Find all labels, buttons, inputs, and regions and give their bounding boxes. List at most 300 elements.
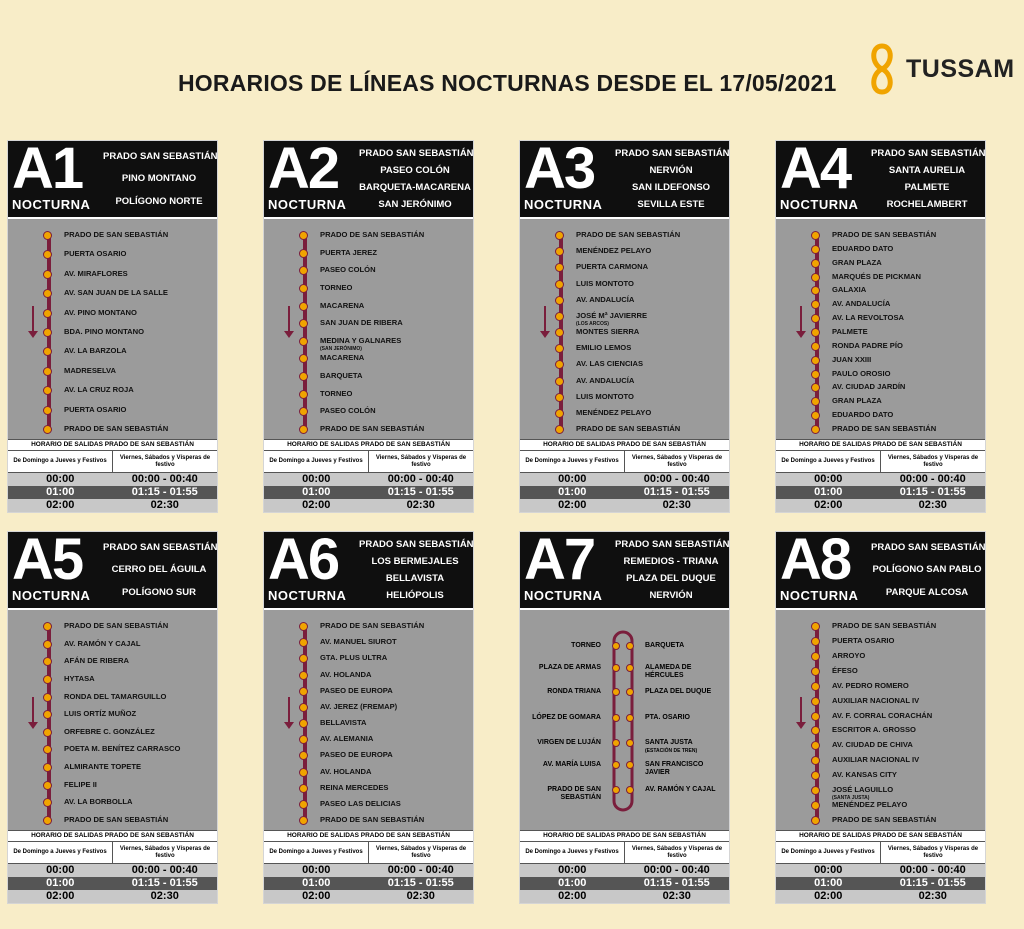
destination: PRADO SAN SEBASTIÁN bbox=[871, 541, 986, 553]
direction-arrow-icon bbox=[544, 306, 546, 332]
destinations bbox=[615, 141, 730, 217]
schedule-time-weekday: 00:00 bbox=[558, 864, 587, 876]
destination: PRADO SAN SEBASTIÁN bbox=[359, 539, 474, 550]
schedule-time-weekday: 00:00 bbox=[302, 864, 331, 876]
stop-marker bbox=[299, 302, 308, 311]
schedule-columns bbox=[520, 842, 729, 864]
stop-marker bbox=[555, 393, 564, 402]
route-diagram bbox=[264, 217, 473, 439]
schedule-row bbox=[520, 473, 729, 486]
stop-marker bbox=[811, 259, 820, 268]
stop-name: AV. ANDALUCÍA bbox=[576, 375, 635, 385]
route-diagram bbox=[8, 608, 217, 830]
stop-marker bbox=[555, 280, 564, 289]
stop-marker bbox=[299, 284, 308, 293]
schedule-time-weekday: 01:00 bbox=[558, 877, 587, 889]
schedule-row bbox=[776, 486, 985, 499]
schedule-columns bbox=[776, 842, 985, 864]
stop-name: AV. F. CORRAL CORACHÁN bbox=[832, 710, 933, 720]
stop-name: PRADO DE SAN SEBASTIÁN bbox=[64, 424, 169, 433]
stop-name: MENÉNDEZ PELAYO bbox=[576, 246, 652, 256]
stop-marker bbox=[299, 816, 308, 825]
schedule-header: HORARIO DE SALIDAS PRADO DE SAN SEBASTIÁN bbox=[264, 830, 473, 842]
schedule-row bbox=[264, 877, 473, 890]
stop-marker bbox=[299, 249, 308, 258]
schedule-time-weekday: 01:00 bbox=[302, 486, 331, 498]
stop-name: AV. PEDRO ROMERO bbox=[832, 680, 909, 690]
line-code: A6 bbox=[268, 527, 339, 592]
line-header bbox=[776, 527, 986, 608]
stop-name: AV. SAN JUAN DE LA SALLE bbox=[64, 288, 168, 298]
stop-marker bbox=[299, 390, 308, 399]
stop-marker bbox=[299, 671, 308, 680]
destination: PRADO SAN SEBASTIÁN bbox=[103, 150, 218, 162]
stop-name: AV. LA BARZOLA bbox=[64, 346, 127, 356]
schedule-row bbox=[264, 499, 473, 512]
destination: POLÍGONO NORTE bbox=[115, 196, 203, 208]
stop-name: PASEO COLÓN bbox=[320, 265, 376, 275]
schedule-time-weekend: 00:00 - 00:40 bbox=[899, 473, 966, 485]
direction-arrow-icon bbox=[32, 306, 34, 332]
destination: PRADO SAN SEBASTIÁN bbox=[615, 148, 730, 159]
route-diagram bbox=[264, 608, 473, 830]
schedule-row bbox=[520, 864, 729, 877]
direction-arrow-icon bbox=[288, 697, 290, 723]
stop-name: JUAN XXIII bbox=[832, 354, 872, 364]
stop-marker bbox=[811, 712, 820, 721]
schedule-time-weekend: 02:30 bbox=[662, 890, 691, 902]
stop-marker bbox=[811, 622, 820, 631]
stop-name: JOSÉ Mª JAVIERRE (LOS ARCOS) bbox=[576, 310, 648, 327]
line-card-a7 bbox=[519, 527, 730, 904]
stop-name: PRADO DE SAN SEBASTIÁN bbox=[832, 424, 937, 433]
line-header bbox=[8, 527, 218, 608]
schedule-time-weekday: 02:00 bbox=[46, 890, 75, 902]
destination: PLAZA DEL DUQUE bbox=[626, 573, 716, 584]
stop-name: ESCRITOR A. GROSSO bbox=[832, 725, 916, 735]
route-diagram bbox=[776, 217, 985, 439]
line-header bbox=[8, 136, 218, 217]
stop-name-right: PLAZA DEL DUQUE bbox=[645, 688, 712, 695]
stop-marker bbox=[811, 816, 820, 825]
schedule-row bbox=[520, 890, 729, 903]
stop-name-right: BARQUETA bbox=[645, 642, 685, 649]
stop-name: AV. CIUDAD DE CHIVA bbox=[832, 740, 913, 750]
line-type: NOCTURNA bbox=[780, 197, 859, 212]
stop-marker bbox=[43, 328, 52, 337]
schedule-time-weekend: 02:30 bbox=[918, 890, 947, 902]
stop-name: TORNEO bbox=[320, 282, 353, 292]
stop-name: GTA. PLUS ULTRA bbox=[320, 653, 388, 663]
line-code: A2 bbox=[268, 136, 339, 201]
schedule-time-weekday: 02:00 bbox=[558, 499, 587, 511]
stop-name: PUERTA OSARIO bbox=[832, 635, 895, 645]
stop-name: AV. ANDALUCÍA bbox=[576, 294, 635, 304]
stop-marker bbox=[555, 328, 564, 337]
stop-marker bbox=[613, 715, 620, 722]
schedule-columns bbox=[8, 842, 217, 864]
schedule-row bbox=[264, 473, 473, 486]
schedule-time-weekend: 01:15 - 01:55 bbox=[643, 486, 710, 498]
stop-marker bbox=[811, 667, 820, 676]
route-line bbox=[47, 626, 51, 820]
stop-marker bbox=[555, 377, 564, 386]
stop-name: AV. LAS CIENCIAS bbox=[576, 359, 644, 369]
stop-marker bbox=[299, 719, 308, 728]
tussam-logo-icon bbox=[866, 42, 898, 96]
stop-name: PRADO DE SAN SEBASTIÁN bbox=[320, 621, 425, 630]
line-header bbox=[264, 527, 474, 608]
stop-name: AUXILIAR NACIONAL IV bbox=[832, 695, 920, 705]
schedule-header: HORARIO DE SALIDAS PRADO DE SAN SEBASTIÁN bbox=[8, 830, 217, 842]
stop-name-left: RONDA TRIANA bbox=[547, 688, 601, 695]
destinations bbox=[103, 141, 218, 217]
destination: BELLAVISTA bbox=[385, 573, 445, 584]
schedule-col-weekend: Viernes, Sábados y Vísperas de festivo bbox=[880, 842, 985, 863]
page-title: HORARIOS DE LÍNEAS NOCTURNAS DESDE EL 17/05/2021 bbox=[178, 70, 837, 96]
schedule-time-weekend: 02:30 bbox=[918, 499, 947, 511]
stop-marker bbox=[43, 231, 52, 240]
schedule-time-weekend: 01:15 - 01:55 bbox=[387, 486, 454, 498]
schedule-time-weekend: 01:15 - 01:55 bbox=[899, 486, 966, 498]
stop-name-left: AV. MARÍA LUISA bbox=[542, 761, 601, 768]
stop-name: AV. MANUEL SIUROT bbox=[320, 637, 397, 647]
schedule-col-weekday: De Domingo a Jueves y Festivos bbox=[781, 458, 875, 464]
stop-note: (LOS ARCOS) bbox=[576, 320, 609, 327]
schedule-time-weekend: 00:00 - 00:40 bbox=[643, 864, 710, 876]
destination: SAN ILDEFONSO bbox=[631, 182, 711, 193]
destination: PRADO SAN SEBASTIÁN bbox=[359, 148, 474, 159]
stop-marker bbox=[43, 640, 52, 649]
stop-marker bbox=[613, 665, 620, 672]
stop-name: MENÉNDEZ PELAYO bbox=[832, 800, 908, 810]
stop-marker bbox=[43, 309, 52, 318]
stop-name: GRAN PLAZA bbox=[832, 396, 882, 406]
schedule-time-weekday: 02:00 bbox=[814, 499, 843, 511]
line-type: NOCTURNA bbox=[780, 588, 859, 603]
schedule-time-weekend: 00:00 - 00:40 bbox=[387, 473, 454, 485]
schedule-time-weekend: 00:00 - 00:40 bbox=[387, 864, 454, 876]
line-card-a1 bbox=[7, 136, 218, 513]
line-card-a8 bbox=[775, 527, 986, 904]
stop-marker bbox=[43, 675, 52, 684]
stop-marker bbox=[811, 273, 820, 282]
destination: PRADO SAN SEBASTIÁN bbox=[615, 539, 730, 550]
schedule-time-weekday: 02:00 bbox=[302, 890, 331, 902]
schedule-col-weekday: De Domingo a Jueves y Festivos bbox=[781, 849, 875, 855]
stop-name: SAN JUAN DE RIBERA bbox=[320, 318, 403, 328]
stop-name: EDUARDO DATO bbox=[832, 243, 894, 253]
stop-note: (ESTACIÓN DE TREN) bbox=[645, 748, 698, 754]
schedule-time-weekday: 01:00 bbox=[46, 877, 75, 889]
stop-name: AV. LA REVOLTOSA bbox=[832, 313, 905, 323]
schedule-time-weekend: 00:00 - 00:40 bbox=[899, 864, 966, 876]
stop-marker bbox=[627, 762, 634, 769]
stop-name-left: PRADO DE SAN SEBASTIÁN bbox=[547, 786, 601, 801]
schedule-time-weekend: 01:15 - 01:55 bbox=[899, 877, 966, 889]
schedule-time-weekend: 00:00 - 00:40 bbox=[643, 473, 710, 485]
stop-name: AV. HOLANDA bbox=[320, 766, 372, 776]
stop-marker bbox=[811, 801, 820, 810]
schedule-time-weekend: 01:15 - 01:55 bbox=[643, 877, 710, 889]
schedule-time-weekend: 02:30 bbox=[406, 890, 435, 902]
line-type: NOCTURNA bbox=[268, 588, 347, 603]
stop-marker bbox=[299, 372, 308, 381]
direction-arrow-icon bbox=[32, 697, 34, 723]
line-card-a3 bbox=[519, 136, 730, 513]
tussam-logo bbox=[866, 42, 1015, 96]
schedule-row bbox=[264, 486, 473, 499]
schedule-time-weekend: 02:30 bbox=[150, 890, 179, 902]
schedule-columns bbox=[264, 842, 473, 864]
stop-marker bbox=[811, 245, 820, 254]
line-code: A1 bbox=[12, 136, 83, 201]
stop-name: PASEO LAS DELICIAS bbox=[320, 798, 401, 808]
line-card-a5 bbox=[7, 527, 218, 904]
destinations bbox=[359, 141, 474, 217]
brand-name: TUSSAM bbox=[906, 54, 1015, 83]
stop-marker bbox=[811, 682, 820, 691]
schedule-columns bbox=[264, 451, 473, 473]
destination: SAN JERÓNIMO bbox=[378, 199, 452, 210]
stop-marker bbox=[627, 665, 634, 672]
stop-note: (SAN JERÓNIMO) bbox=[320, 345, 362, 352]
stop-name: MACARENA bbox=[320, 300, 365, 310]
stop-name: HYTASA bbox=[64, 673, 95, 683]
stop-name: AV. LA BORBOLLA bbox=[64, 797, 133, 807]
stop-name: MADRESELVA bbox=[64, 365, 117, 375]
destination: PINO MONTANO bbox=[121, 173, 197, 185]
stop-marker bbox=[43, 622, 52, 631]
stop-marker bbox=[299, 768, 308, 777]
line-card-a6 bbox=[263, 527, 474, 904]
stop-name: PUERTA JEREZ bbox=[320, 247, 377, 257]
schedule-row bbox=[264, 890, 473, 903]
stop-marker bbox=[299, 687, 308, 696]
schedule-time-weekend: 02:30 bbox=[150, 499, 179, 511]
schedule-col-weekend: Viernes, Sábados y Vísperas de festivo bbox=[112, 451, 217, 472]
schedule-row bbox=[520, 877, 729, 890]
schedule-col-weekday: De Domingo a Jueves y Festivos bbox=[525, 458, 619, 464]
destination: SANTA AURELIA bbox=[888, 165, 966, 176]
stop-marker bbox=[613, 740, 620, 747]
route-diagram bbox=[8, 217, 217, 439]
stop-name: AV. CIUDAD JARDÍN bbox=[832, 382, 906, 392]
route-diagram bbox=[776, 608, 985, 830]
stop-name: AV. RAMÓN Y CAJAL bbox=[64, 638, 141, 648]
stop-marker bbox=[43, 693, 52, 702]
schedule-row bbox=[776, 877, 985, 890]
schedule-row bbox=[264, 864, 473, 877]
stop-name: FELIPE II bbox=[64, 779, 97, 789]
schedule-time-weekday: 01:00 bbox=[814, 877, 843, 889]
stop-marker bbox=[43, 816, 52, 825]
stop-name: AV. ALEMANIA bbox=[320, 734, 374, 744]
schedule-col-weekend: Viernes, Sábados y Vísperas de festivo bbox=[624, 451, 729, 472]
stop-marker bbox=[811, 356, 820, 365]
destination: PRADO SAN SEBASTIÁN bbox=[103, 541, 218, 553]
schedule-columns bbox=[8, 451, 217, 473]
stop-name-right: SANTA JUSTA (ESTACIÓN DE TREN) bbox=[645, 739, 725, 755]
destination: POLÍGONO SUR bbox=[122, 587, 196, 599]
stop-name: LUIS MONTOTO bbox=[576, 278, 634, 288]
stop-marker bbox=[299, 425, 308, 434]
stop-name: PAULO OROSIO bbox=[832, 368, 891, 378]
stop-name: RONDA PADRE PÍO bbox=[832, 340, 903, 350]
stop-name: PRADO DE SAN SEBASTIÁN bbox=[64, 815, 169, 824]
stop-marker bbox=[811, 370, 820, 379]
destination: PALMETE bbox=[904, 182, 950, 193]
destinations bbox=[359, 532, 474, 608]
stop-name-right: PTA. OSARIO bbox=[645, 714, 690, 721]
stop-name: AV. HOLANDA bbox=[320, 669, 372, 679]
stop-marker bbox=[555, 296, 564, 305]
stop-name: PRADO DE SAN SEBASTIÁN bbox=[832, 621, 937, 630]
stop-marker bbox=[811, 652, 820, 661]
schedule-time-weekday: 00:00 bbox=[46, 473, 75, 485]
stop-name: GALAXIA bbox=[832, 285, 867, 295]
stop-marker bbox=[43, 781, 52, 790]
stop-name: PASEO COLÓN bbox=[320, 406, 376, 416]
schedule-columns bbox=[520, 451, 729, 473]
stop-name: REINA MERCEDES bbox=[320, 782, 389, 792]
stop-marker bbox=[613, 689, 620, 696]
stop-name: LUIS ORTÍZ MUÑOZ bbox=[64, 709, 137, 719]
line-code: A8 bbox=[780, 527, 851, 592]
destination: BARQUETA-MACARENA bbox=[359, 182, 471, 193]
destinations bbox=[871, 141, 986, 217]
destination: ROCHELAMBERT bbox=[886, 199, 968, 210]
stop-name-left: PLAZA DE ARMAS bbox=[538, 664, 601, 671]
stop-marker bbox=[299, 703, 308, 712]
stop-name: PRADO DE SAN SEBASTIÁN bbox=[320, 230, 425, 239]
stop-name: MACARENA bbox=[320, 353, 365, 363]
stop-name: AFÁN DE RIBERA bbox=[64, 656, 129, 666]
stop-name: PALMETE bbox=[832, 327, 868, 336]
schedule-time-weekday: 00:00 bbox=[302, 473, 331, 485]
line-type: NOCTURNA bbox=[524, 197, 603, 212]
schedule-header: HORARIO DE SALIDAS PRADO DE SAN SEBASTIÁN bbox=[520, 830, 729, 842]
destination: HELIÓPOLIS bbox=[386, 590, 444, 601]
line-header bbox=[776, 136, 986, 217]
route-diagram bbox=[520, 608, 729, 830]
stop-name: BARQUETA bbox=[320, 371, 363, 381]
schedule-time-weekend: 02:30 bbox=[406, 499, 435, 511]
direction-arrow-icon bbox=[288, 306, 290, 332]
schedule-row bbox=[520, 499, 729, 512]
line-code: A7 bbox=[524, 527, 595, 592]
schedule-row bbox=[776, 499, 985, 512]
stop-name: GRAN PLAZA bbox=[832, 257, 882, 267]
stop-name: LUIS MONTOTO bbox=[576, 391, 634, 401]
stop-name-left: VIRGEN DE LUJÁN bbox=[537, 739, 601, 746]
schedule-time-weekend: 01:15 - 01:55 bbox=[131, 877, 198, 889]
stop-name: RONDA DEL TAMARGUILLO bbox=[64, 691, 167, 701]
stop-name: MONTES SIERRA bbox=[576, 327, 640, 336]
stop-marker bbox=[555, 425, 564, 434]
schedule-header: HORARIO DE SALIDAS PRADO DE SAN SEBASTIÁN bbox=[776, 830, 985, 842]
stop-name: PUERTA OSARIO bbox=[64, 404, 127, 414]
destination: LOS BERMEJALES bbox=[371, 556, 459, 567]
line-type: NOCTURNA bbox=[12, 197, 91, 212]
destinations bbox=[871, 532, 986, 608]
schedule-col-weekend: Viernes, Sábados y Vísperas de festivo bbox=[368, 451, 473, 472]
stop-name: AUXILIAR NACIONAL IV bbox=[832, 755, 920, 765]
schedule-time-weekday: 00:00 bbox=[46, 864, 75, 876]
schedule-time-weekday: 01:00 bbox=[46, 486, 75, 498]
schedule-header: HORARIO DE SALIDAS PRADO DE SAN SEBASTIÁN bbox=[520, 439, 729, 451]
circular-route bbox=[520, 610, 729, 830]
stop-marker bbox=[43, 425, 52, 434]
stop-marker bbox=[627, 740, 634, 747]
stop-name: AV. MIRAFLORES bbox=[64, 268, 128, 278]
stop-name: PRADO DE SAN SEBASTIÁN bbox=[832, 230, 937, 239]
schedule-row bbox=[776, 864, 985, 877]
schedule-row bbox=[8, 877, 217, 890]
stop-name-right: SAN FRANCISCO JAVIER bbox=[645, 761, 704, 776]
stop-name: PRADO DE SAN SEBASTIÁN bbox=[832, 815, 937, 824]
destination: PARQUE ALCOSA bbox=[885, 587, 969, 599]
schedule-col-weekday: De Domingo a Jueves y Festivos bbox=[13, 849, 107, 855]
direction-arrow-icon bbox=[800, 306, 802, 332]
schedule-row bbox=[776, 473, 985, 486]
stop-name: PRADO DE SAN SEBASTIÁN bbox=[320, 815, 425, 824]
stop-name: AV. JEREZ (FREMAP) bbox=[320, 701, 398, 711]
line-type: NOCTURNA bbox=[268, 197, 347, 212]
line-type: NOCTURNA bbox=[12, 588, 91, 603]
schedule-col-weekday: De Domingo a Jueves y Festivos bbox=[269, 849, 363, 855]
line-header bbox=[264, 136, 474, 217]
stop-marker bbox=[299, 231, 308, 240]
line-code: A5 bbox=[12, 527, 83, 592]
line-card-a4 bbox=[775, 136, 986, 513]
stop-name: MARQUÉS DE PICKMAN bbox=[832, 271, 922, 281]
stop-name: AV. ANDALUCÍA bbox=[832, 299, 891, 309]
destination: REMEDIOS - TRIANA bbox=[623, 556, 719, 567]
schedule-time-weekday: 00:00 bbox=[814, 864, 843, 876]
stop-marker bbox=[555, 409, 564, 418]
destinations bbox=[103, 532, 218, 608]
schedule-time-weekend: 01:15 - 01:55 bbox=[387, 877, 454, 889]
destination: NERVIÓN bbox=[649, 590, 693, 601]
schedule-header: HORARIO DE SALIDAS PRADO DE SAN SEBASTIÁN bbox=[264, 439, 473, 451]
stop-name-right: ALAMEDA DE HÉRCULES bbox=[645, 664, 692, 679]
line-header bbox=[520, 136, 730, 217]
stop-marker bbox=[299, 800, 308, 809]
stop-marker bbox=[811, 342, 820, 351]
stop-marker bbox=[811, 697, 820, 706]
stop-note: (SANTA JUSTA) bbox=[832, 795, 870, 802]
line-header bbox=[520, 527, 730, 608]
schedule-col-weekend: Viernes, Sábados y Vísperas de festivo bbox=[368, 842, 473, 863]
destinations bbox=[615, 532, 730, 608]
stop-marker bbox=[811, 637, 820, 646]
destination: SEVILLA ESTE bbox=[637, 199, 705, 210]
stop-name-right: AV. RAMÓN Y CAJAL bbox=[645, 786, 716, 793]
stop-name: PUERTA CARMONA bbox=[576, 262, 649, 272]
stop-name: PRADO DE SAN SEBASTIÁN bbox=[576, 424, 681, 433]
schedule-time-weekday: 02:00 bbox=[46, 499, 75, 511]
stop-marker bbox=[613, 643, 620, 650]
schedule-time-weekday: 00:00 bbox=[558, 473, 587, 485]
schedule-time-weekday: 02:00 bbox=[814, 890, 843, 902]
stop-marker bbox=[43, 728, 52, 737]
schedule-time-weekend: 02:30 bbox=[662, 499, 691, 511]
stop-name: ORFEBRE C. GONZÁLEZ bbox=[64, 726, 155, 736]
schedule-col-weekend: Viernes, Sábados y Vísperas de festivo bbox=[624, 842, 729, 863]
direction-arrow-icon bbox=[800, 697, 802, 723]
schedule-col-weekend: Viernes, Sábados y Vísperas de festivo bbox=[880, 451, 985, 472]
